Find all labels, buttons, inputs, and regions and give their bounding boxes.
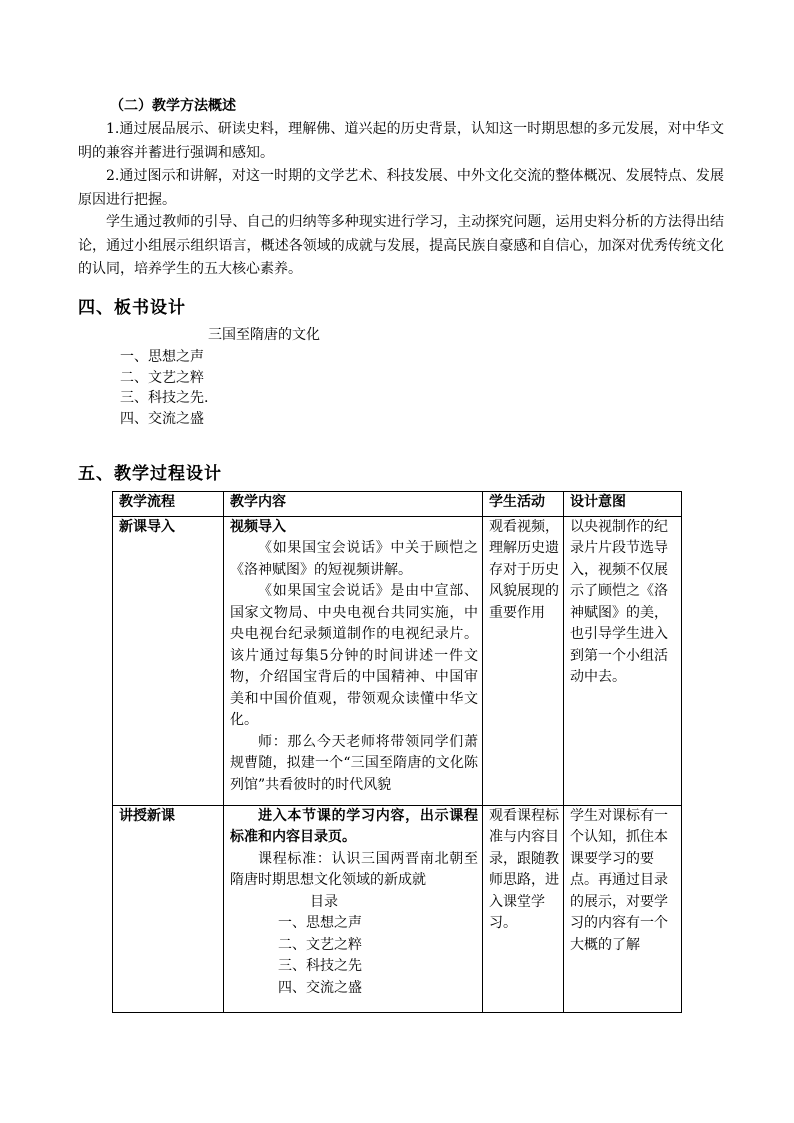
methods-subheading: （二）教学方法概述 (110, 98, 236, 114)
content-paragraph: 师：那么今天老师将带领同学们萧规曹随，拟建一个“三国至隋唐的文化陈列馆”共看彼时的时代风貌 (230, 733, 478, 793)
board-title: 三国至隋唐的文化 (208, 327, 320, 343)
table-row (113, 516, 682, 805)
board-item: 三、科技之先. (120, 390, 209, 406)
header-content: 教学内容 (224, 492, 483, 517)
toc-item: 三、科技之先 (278, 958, 362, 974)
toc-item: 二、文艺之粹 (278, 936, 362, 953)
methods-paragraph-3: 学生通过教师的引导、自己的归纳等多种现实进行学习，主动探究问题，运用史料分析的方法得出结论，通过小组展示组织语言，概述各领域的成就与发展，提高民族自豪感和自信心，加深对优秀传统文化的认同，培养学生的五大核心素养。 (78, 214, 724, 277)
methods-paragraph-2: 2.通过图示和讲解，对这一时期的文学艺术、科技发展、中外文化交流的整体概况、发展特点、发展原因进行把握。 (78, 168, 724, 208)
content-paragraph: 《如果国宝会说话》是由中宣部、国家文物局、中央电视台共同实施，中央电视台纪录频道制作的电视纪录片。该片通过每集5分钟的时间讲述一件文物，介绍国宝背后的中国精神、中国审美和中国价值观，带领观众读懂中华文化。 (230, 583, 478, 728)
toc-title: 目录 (310, 893, 338, 910)
header-intent: 设计意图 (564, 492, 682, 517)
toc-item: 四、交流之盛 (278, 979, 362, 996)
board-item: 一、思想之声 (120, 349, 204, 365)
board-item: 四、交流之盛 (120, 411, 204, 427)
table-header-row (113, 492, 682, 517)
activity-cell: 观看视频，理解历史遗存对于历史风貌展现的重要作用 (483, 516, 564, 805)
content-cell (224, 516, 483, 805)
content-paragraph: 《如果国宝会说话》中关于顾恺之《洛神赋图》的短视频讲解。 (230, 540, 478, 578)
content-bold-intro: 进入本节课的学习内容，出示课程标准和内容目录页。 (230, 807, 478, 845)
header-activity: 学生活动 (483, 492, 564, 517)
activity-cell: 观看课程标准与内容目录，跟随教师思路，进入课堂学习。 (483, 805, 564, 1012)
course-standard: 课程标准：认识三国两晋南北朝至隋唐时期思想文化领域的新成就 (230, 850, 478, 888)
methods-paragraph-1: 1.通过展品展示、研读史料，理解佛、道兴起的历史背景，认知这一时期思想的多元发展，对中华文明的兼容并蓄进行强调和感知。 (78, 121, 724, 161)
stage-cell: 新课导入 (113, 516, 224, 805)
header-stage: 教学流程 (113, 492, 224, 517)
toc-item: 一、思想之声 (278, 915, 362, 931)
process-design-heading: 五、教学过程设计 (78, 464, 222, 484)
intent-cell: 学生对课标有一个认知，抓住本课要学习的要点。再通过目录的展示，对要学习的内容有一个大概的了解 (564, 805, 682, 1012)
board-item: 二、文艺之粹 (120, 370, 204, 386)
content-cell (224, 805, 483, 1012)
board-design-heading: 四、板书设计 (78, 298, 186, 318)
stage-cell: 讲授新课 (113, 805, 224, 1012)
teaching-process-table (112, 491, 682, 1013)
content-title: 视频导入 (230, 518, 286, 535)
table-row (113, 805, 682, 1012)
intent-cell: 以央视制作的纪录片片段节选导入，视频不仅展示了顾恺之《洛神赋图》的美，也引导学生进入到第一个小组活动中去。 (564, 516, 682, 805)
